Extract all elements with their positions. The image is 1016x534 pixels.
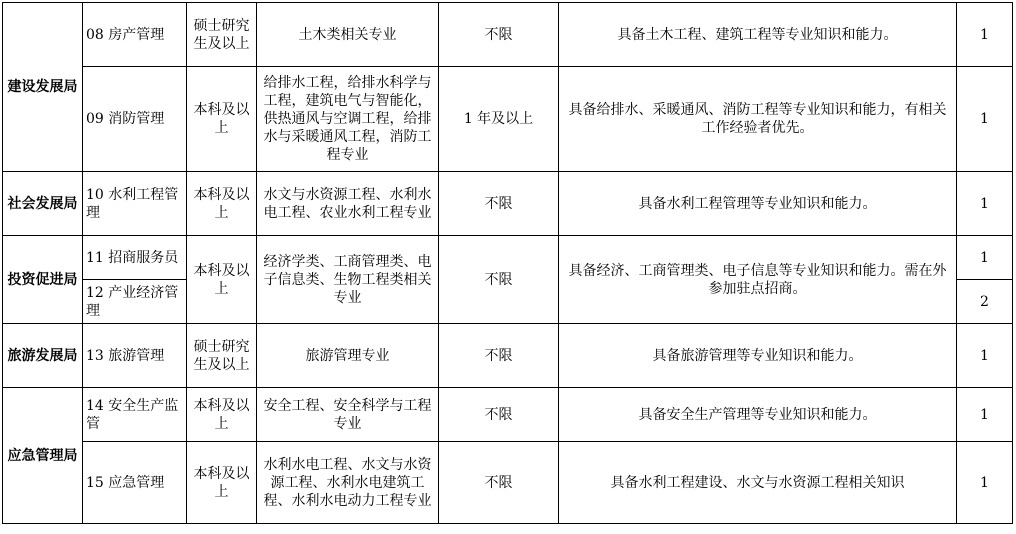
experience-requirement: 1 年及以上: [439, 67, 559, 172]
major-requirement: 旅游管理专业: [257, 324, 439, 388]
headcount: 1: [957, 67, 1013, 172]
headcount: 1: [957, 236, 1013, 280]
other-requirement: 具备水利工程建设、水文与水资源工程相关知识: [559, 442, 957, 524]
experience-requirement: 不限: [439, 442, 559, 524]
headcount: 1: [957, 388, 1013, 442]
table-row: [3, 67, 1013, 172]
position-name: 09 消防管理: [83, 67, 187, 172]
table-row: [3, 324, 1013, 388]
headcount: 1: [957, 172, 1013, 236]
position-name: 12 产业经济管理: [83, 280, 187, 324]
education-requirement: 硕士研究生及以上: [187, 3, 257, 67]
experience-requirement: 不限: [439, 236, 559, 324]
experience-requirement: 不限: [439, 388, 559, 442]
department-cell: 建设发展局: [3, 3, 83, 172]
position-name: 15 应急管理: [83, 442, 187, 524]
experience-requirement: 不限: [439, 172, 559, 236]
table-row: [3, 3, 1013, 67]
headcount: 1: [957, 3, 1013, 67]
education-requirement: 本科及以上: [187, 236, 257, 324]
experience-requirement: 不限: [439, 324, 559, 388]
department-cell: 投资促进局: [3, 236, 83, 324]
table-row: [3, 172, 1013, 236]
headcount: 1: [957, 442, 1013, 524]
table-row: [3, 442, 1013, 524]
table-row: [3, 236, 1013, 280]
other-requirement: 具备安全生产管理等专业知识和能力。: [559, 388, 957, 442]
headcount: 2: [957, 280, 1013, 324]
position-name: 14 安全生产监管: [83, 388, 187, 442]
education-requirement: 本科及以上: [187, 388, 257, 442]
major-requirement: 经济学类、工商管理类、电子信息类、生物工程类相关专业: [257, 236, 439, 324]
education-requirement: 硕士研究生及以上: [187, 324, 257, 388]
position-table: [2, 2, 1013, 524]
department-cell: 社会发展局: [3, 172, 83, 236]
experience-requirement: 不限: [439, 3, 559, 67]
position-name: 08 房产管理: [83, 3, 187, 67]
other-requirement: 具备旅游管理等专业知识和能力。: [559, 324, 957, 388]
major-requirement: 水利水电工程、水文与水资源工程、水利水电建筑工程、水利水电动力工程专业: [257, 442, 439, 524]
major-requirement: 安全工程、安全科学与工程专业: [257, 388, 439, 442]
education-requirement: 本科及以上: [187, 172, 257, 236]
other-requirement: 具备经济、工商管理类、电子信息等专业知识和能力。需在外参加驻点招商。: [559, 236, 957, 324]
position-name: 10 水利工程管理: [83, 172, 187, 236]
headcount: 1: [957, 324, 1013, 388]
position-name: 11 招商服务员: [83, 236, 187, 280]
department-cell: 旅游发展局: [3, 324, 83, 388]
department-cell: 应急管理局: [3, 388, 83, 524]
major-requirement: 给排水工程，给排水科学与工程，建筑电气与智能化，供热通风与空调工程，给排水与采暖通风工程，消防工程专业: [257, 67, 439, 172]
major-requirement: 土木类相关专业: [257, 3, 439, 67]
education-requirement: 本科及以上: [187, 67, 257, 172]
education-requirement: 本科及以上: [187, 442, 257, 524]
other-requirement: 具备给排水、采暖通风、消防工程等专业知识和能力，有相关工作经验者优先。: [559, 67, 957, 172]
other-requirement: 具备土木工程、建筑工程等专业知识和能力。: [559, 3, 957, 67]
position-name: 13 旅游管理: [83, 324, 187, 388]
table-row: [3, 388, 1013, 442]
major-requirement: 水文与水资源工程、水利水电工程、农业水利工程专业: [257, 172, 439, 236]
other-requirement: 具备水利工程管理等专业知识和能力。: [559, 172, 957, 236]
